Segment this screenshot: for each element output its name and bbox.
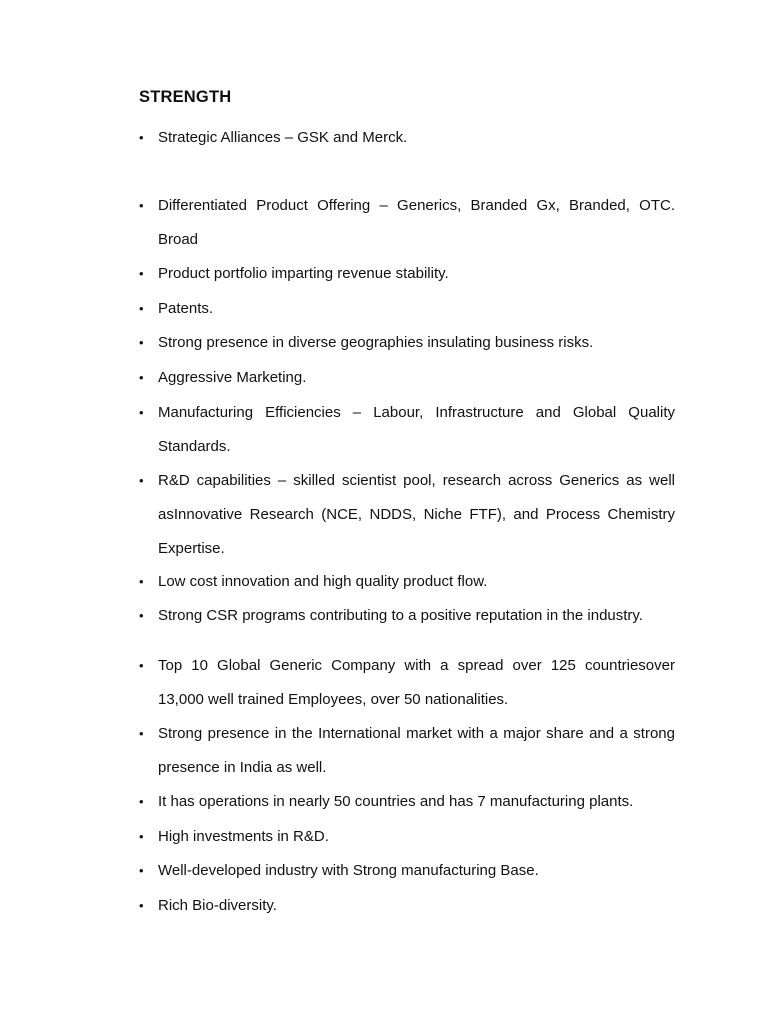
list-item-text: Strong presence in the International market with a major share and a strong presence in India as well. [158, 725, 675, 776]
bullet-icon: • [139, 130, 144, 145]
list-item-text: Manufacturing Efficiencies – Labour, Infrastructure and Global Quality Standards. [158, 404, 675, 455]
list-item-text: Rich Bio-diversity. [158, 897, 277, 914]
list-item [139, 820, 675, 854]
list-item-text: Strong presence in diverse geographies insulating business risks. [158, 334, 594, 351]
list-item [139, 565, 675, 599]
list-item [139, 361, 675, 395]
list-item [139, 785, 675, 819]
list-item-text: Patents. [158, 300, 214, 317]
list-item [139, 854, 675, 888]
bullet-icon: • [139, 473, 144, 488]
list-item-text: High investments in R&D. [158, 828, 329, 845]
bullet-icon: • [139, 301, 144, 316]
list-item-text: Top 10 Global Generic Company with a spread over 125 countriesover 13,000 well trained Employees, over 50 nationalities. [158, 657, 675, 708]
list-item-text: Product portfolio imparting revenue stability. [158, 265, 449, 282]
bullet-icon: • [139, 405, 144, 420]
list-item-text: Low cost innovation and high quality product flow. [158, 573, 488, 590]
list-item [139, 326, 675, 360]
list-item [139, 189, 675, 257]
list-item [139, 121, 675, 155]
list-item [139, 464, 675, 566]
bullet-icon: • [139, 198, 144, 213]
bullet-icon: • [139, 829, 144, 844]
list-item-text: Differentiated Product Offering – Generics, Branded Gx, Branded, OTC. Broad [158, 197, 675, 248]
bullet-icon: • [139, 658, 144, 673]
bullet-icon: • [139, 726, 144, 741]
list-item [139, 396, 675, 464]
list-item-text: Strong CSR programs contributing to a positive reputation in the industry. [158, 607, 643, 624]
bullet-icon: • [139, 574, 144, 589]
bullet-icon: • [139, 794, 144, 809]
list-item-text: Well-developed industry with Strong manufacturing Base. [158, 862, 539, 879]
bullet-icon: • [139, 335, 144, 350]
list-item [139, 257, 675, 291]
list-item-text: Strategic Alliances – GSK and Merck. [158, 129, 408, 146]
bullet-icon: • [139, 863, 144, 878]
list-item-text: It has operations in nearly 50 countries and has 7 manufacturing plants. [158, 793, 634, 810]
section-heading: STRENGTH [139, 88, 232, 106]
bullet-icon: • [139, 370, 144, 385]
bullet-icon: • [139, 608, 144, 623]
list-item [139, 649, 675, 717]
list-item-text: Aggressive Marketing. [158, 369, 307, 386]
list-item [139, 717, 675, 785]
list-item-text: R&D capabilities – skilled scientist pool, research across Generics as well asInnovative Research (NCE, NDDS, Niche FTF), and Process Chemistry Expertise. [158, 472, 675, 557]
list-item [139, 599, 675, 633]
bullet-icon: • [139, 898, 144, 913]
list-item [139, 292, 675, 326]
list-item [139, 889, 675, 923]
bullet-icon: • [139, 266, 144, 281]
